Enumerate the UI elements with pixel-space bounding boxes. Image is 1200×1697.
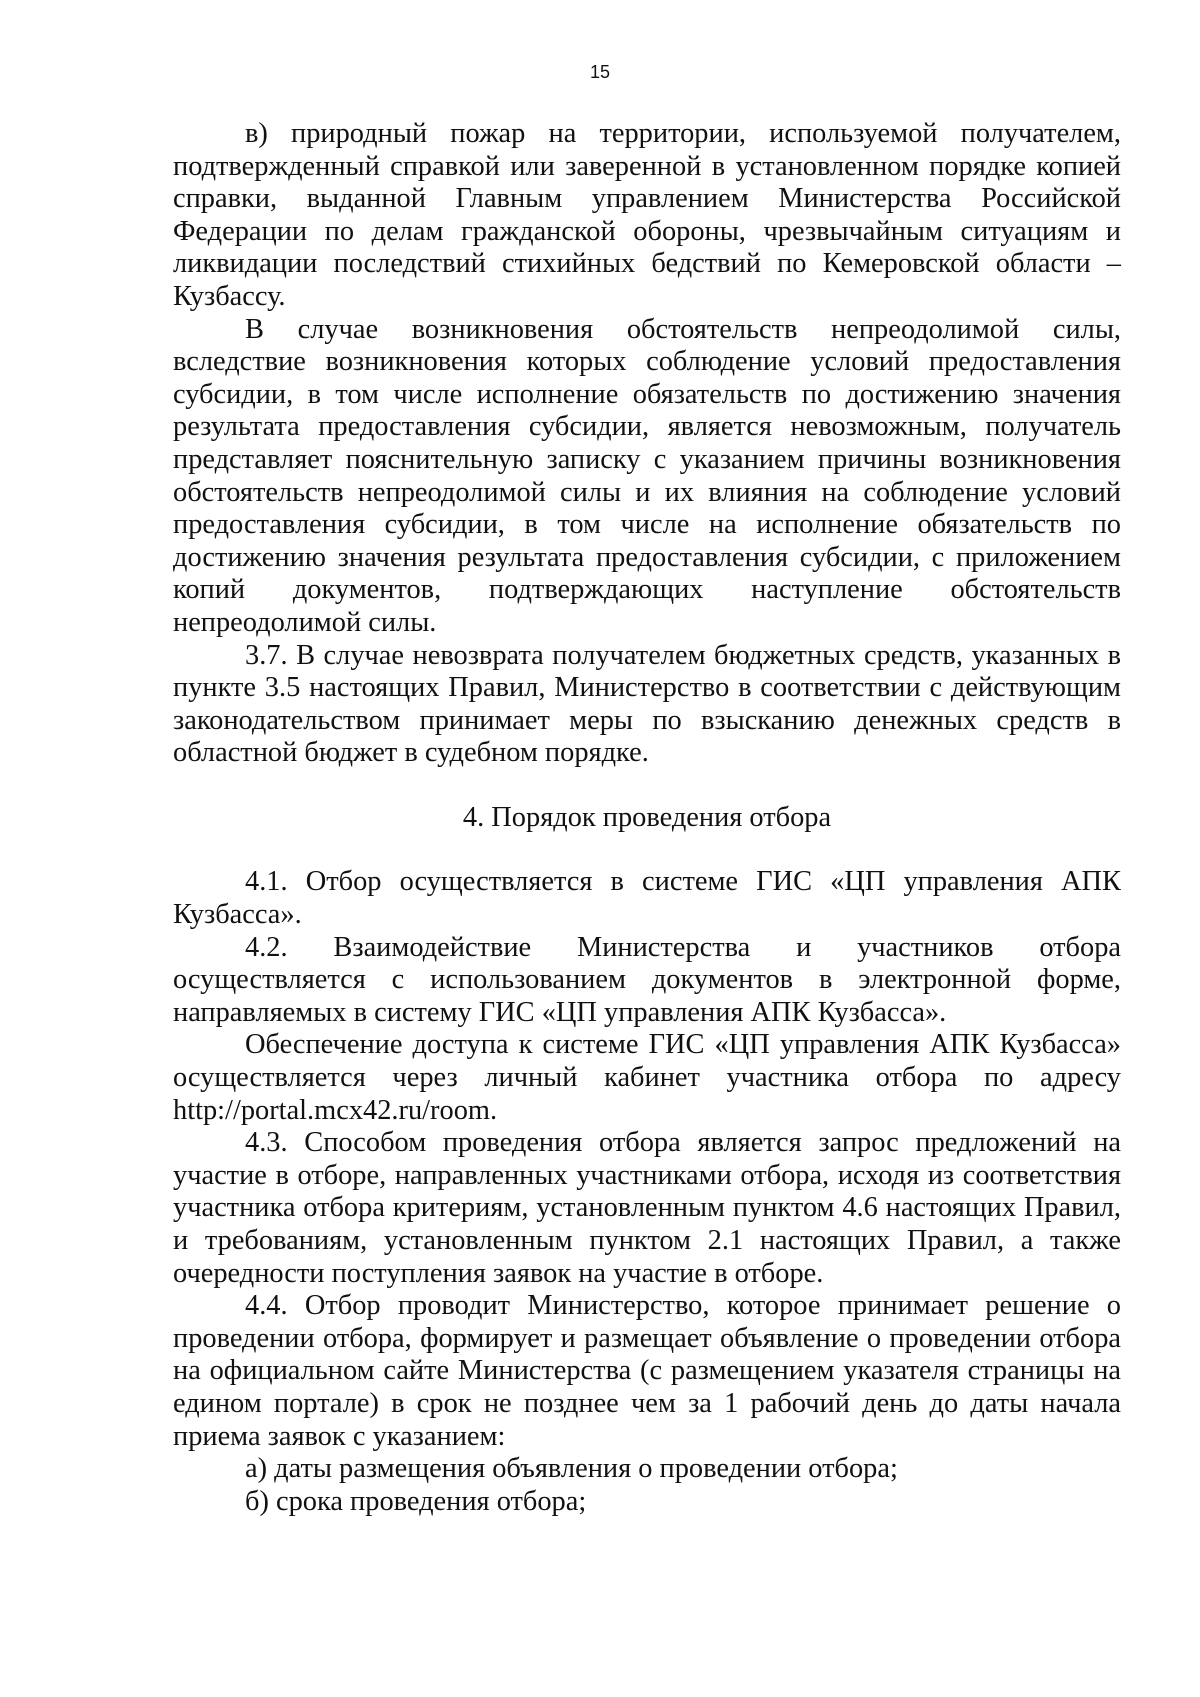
- paragraph-force-majeure: В случае возникновения обстоятельств непреодолимой силы, вследствие возникновения которых соблюдение условий предоставления субсидии, в том числе исполнение обязательств по достижению значения результата предоставления субсидии, является невозможным, получатель представляет пояснительную записку с указанием причины возникновения обстоятельств непреодолимой силы и их влияния на соблюдение условий предоставления субсидии, в том числе на исполнение обязательств по достижению значения результата предоставления субсидии, с приложением копий документов, подтверждающих наступление обстоятельств непреодолимой силы.: [173, 313, 1121, 638]
- paragraph-3-7: 3.7. В случае невозврата получателем бюджетных средств, указанных в пункте 3.5 настоящих Правил, Министерство в соответствии с действующим законодательством принимает меры по взысканию денежных средств в областной бюджет в судебном порядке.: [173, 639, 1121, 769]
- page-number: 15: [589, 62, 611, 82]
- list-item-a: а) даты размещения объявления о проведении отбора;: [245, 1453, 898, 1485]
- list-item-b: б) срока проведения отбора;: [245, 1485, 587, 1517]
- paragraph-wildfire: в) природный пожар на территории, используемой получателем, подтвержденный справкой или заверенной в установленном порядке копией справки, выданной Главным управлением Министерства Российской Федерации по делам гражданской обороны, чрезвычайным ситуациям и ликвидации последствий стихийных бедствий по Кемеровской области – Кузбассу.: [173, 118, 1121, 312]
- paragraph-4-3: 4.3. Способом проведения отбора является запрос предложений на участие в отборе, направленных участниками отбора, исходя из соответствия участника отбора критериям, установленным пунктом 4.6 настоящих Правил, и требованиям, установленным пунктом 2.1 настоящих Правил, а также очередности поступления заявок на участие в отборе.: [173, 1127, 1121, 1289]
- document-body: [173, 118, 1121, 1518]
- section-heading: 4. Порядок проведения отбора: [462, 801, 832, 833]
- paragraph-4-4: 4.4. Отбор проводит Министерство, которое принимает решение о проведении отбора, формирует и размещает объявление о проведении отбора на официальном сайте Министерства (с размещением указателя страницы на едином портале) в срок не позднее чем за 1 рабочий день до даты начала приема заявок с указанием:: [173, 1290, 1121, 1452]
- paragraph-4-1: 4.1. Отбор осуществляется в системе ГИС «ЦП управления АПК Кузбасса».: [173, 866, 1121, 931]
- paragraph-4-2: 4.2. Взаимодействие Министерства и участников отбора осуществляется с использованием документов в электронной форме, направляемых в систему ГИС «ЦП управления АПК Кузбасса».: [173, 931, 1121, 1028]
- paragraph-access: Обеспечение доступа к системе ГИС «ЦП управления АПК Кузбасса» осуществляется через личный кабинет участника отбора по адресу http://portal.mcx42.ru/room.: [173, 1029, 1121, 1126]
